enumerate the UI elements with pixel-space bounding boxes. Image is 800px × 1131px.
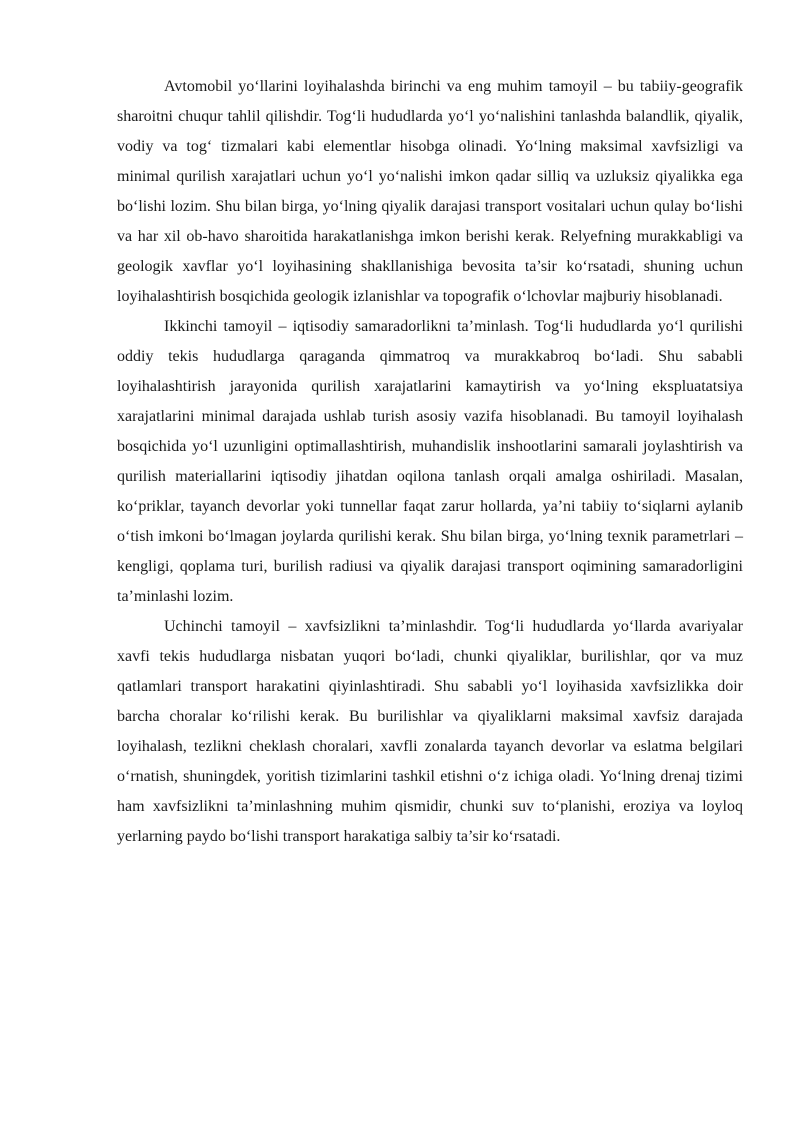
body-text — [117, 72, 743, 852]
paragraph-principle-3: Uchinchi tamoyil – xavfsizlikni ta’minlashdir. Tog‘li hududlarda yo‘llarda avariyalar xavfi tekis hududlarga nisbatan yuqori bo‘ladi, chunki qiyaliklar, burilishlar, qor va muz qatlamlari transport harakatini qiyinlashtiradi. Shu sababli yo‘l loyihasida xavfsizlikka doir barcha choralar ko‘rilishi kerak. Bu burilishlar va qiyaliklarni maksimal xavfsiz darajada loyihalash, tezlikni cheklash choralari, xavfli zonalarda tayanch devorlar va eslatma belgilari o‘rnatish, shuningdek, yoritish tizimlarini tashkil etishni o‘z ichiga oladi. Yo‘lning drenaj tizimi ham xavfsizlikni ta’minlashning muhim qismidir, chunki suv to‘planishi, eroziya va loyloq yerlarning paydo bo‘lishi transport harakatiga salbiy ta’sir ko‘rsatadi. — [117, 618, 743, 845]
paragraph-principle-1: Avtomobil yo‘llarini loyihalashda birinchi va eng muhim tamoyil – bu tabiiy-geografik sharoitni chuqur tahlil qilishdir. Tog‘li hududlarda yo‘l yo‘nalishini tanlashda balandlik, qiyalik, vodiy va tog‘ tizmalari kabi elementlar hisobga olinadi. Yo‘lning maksimal xavfsizligi va minimal qurilish xarajatlari uchun yo‘l yo‘nalishi imkon qadar silliq va uzluksiz qiyalikka ega bo‘lishi lozim. Shu bilan birga, yo‘lning qiyalik darajasi transport vositalari uchun qulay bo‘lishi va har xil ob-havo sharoitida harakatlanishga imkon berishi kerak. Relyefning murakkabligi va geologik xavflar yo‘l loyihasining shakllanishiga bevosita ta’sir ko‘rsatadi, shuning uchun loyihalashtirish bosqichida geologik izlanishlar va topografik o‘lchovlar majburiy hisoblanadi. — [117, 78, 743, 305]
paragraph-principle-2: Ikkinchi tamoyil – iqtisodiy samaradorlikni ta’minlash. Tog‘li hududlarda yo‘l qurilishi oddiy tekis hududlarga qaraganda qimmatroq va murakkabroq bo‘ladi. Shu sababli loyihalashtirish jarayonida qurilish xarajatlarini kamaytirish va yo‘lning ekspluatatsiya xarajatlarini minimal darajada ushlab turish asosiy vazifa hisoblanadi. Bu tamoyil loyihalash bosqichida yo‘l uzunligini optimallashtirish, muhandislik inshootlarini samarali joylashtirish va qurilish materiallarini iqtisodiy jihatdan oqilona tanlash orqali amalga oshiriladi. Masalan, ko‘priklar, tayanch devorlar yoki tunnellar faqat zarur hollarda, ya’ni tabiiy to‘siqlarni aylanib o‘tish imkoni bo‘lmagan joylarda qurilishi kerak. Shu bilan birga, yo‘lning texnik parametrlari – kengligi, qoplama turi, burilish radiusi va qiyalik darajasi transport oqimining samaradorligini ta’minlashi lozim. — [117, 318, 743, 605]
